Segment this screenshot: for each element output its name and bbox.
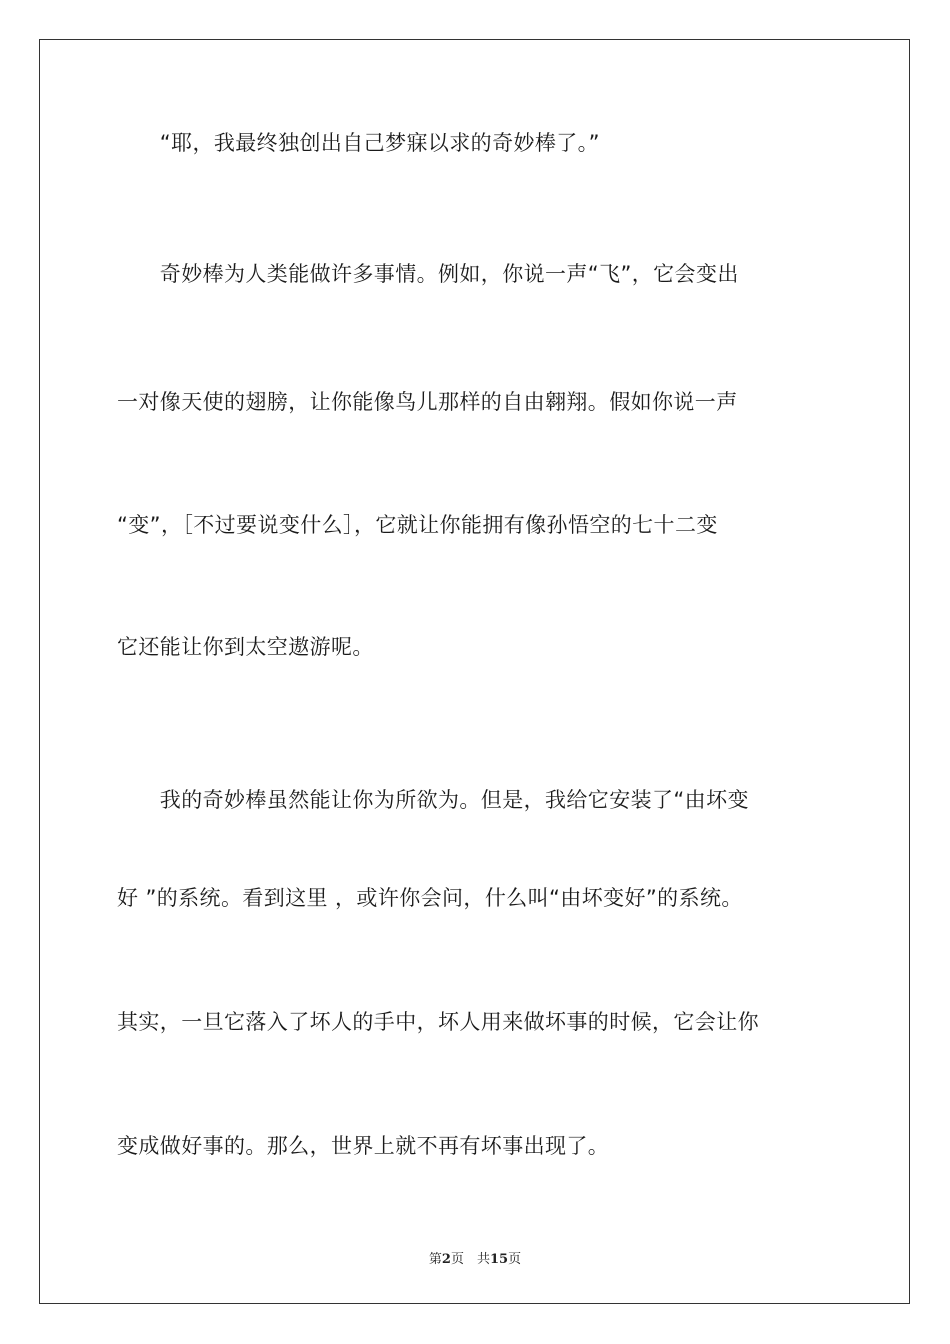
text-line-6: 我的奇妙棒虽然能让你为所欲为。但是，我给它安装了“由坏变: [117, 788, 749, 812]
text-line-2: 奇妙棒为人类能做许多事情。例如，你说一声“飞”，它会变出: [117, 262, 739, 286]
total-pages-number: 15: [489, 1252, 509, 1267]
footer-mid: 页 共: [450, 1252, 490, 1267]
text-line-7: 好 ”的系统。看到这里 ，或许你会问，什么叫“由坏变好”的系统。: [117, 886, 743, 910]
text-line-9: 变成做好事的。那么，世界上就不再有坏事出现了。: [117, 1134, 610, 1158]
text-line-8: 其实，一旦它落入了坏人的手中，坏人用来做坏事的时候，它会让你: [117, 1010, 759, 1034]
text-line-5: 它还能让你到太空遨游呢。: [117, 635, 374, 659]
page-border: [39, 39, 910, 1304]
text-line-4: “变”，［不过要说变什么］，它就让你能拥有像孙悟空的七十二变: [117, 513, 718, 537]
text-line-1: “耶，我最终独创出自己梦寐以求的奇妙棒了。”: [117, 131, 600, 155]
text-line-3: 一对像天使的翅膀，让你能像鸟儿那样的自由翱翔。假如你说一声: [117, 390, 738, 414]
footer-suffix: 页: [508, 1252, 522, 1267]
page-footer: [0, 1248, 950, 1267]
current-page-number: 2: [441, 1252, 451, 1267]
footer-prefix: 第: [428, 1252, 442, 1267]
